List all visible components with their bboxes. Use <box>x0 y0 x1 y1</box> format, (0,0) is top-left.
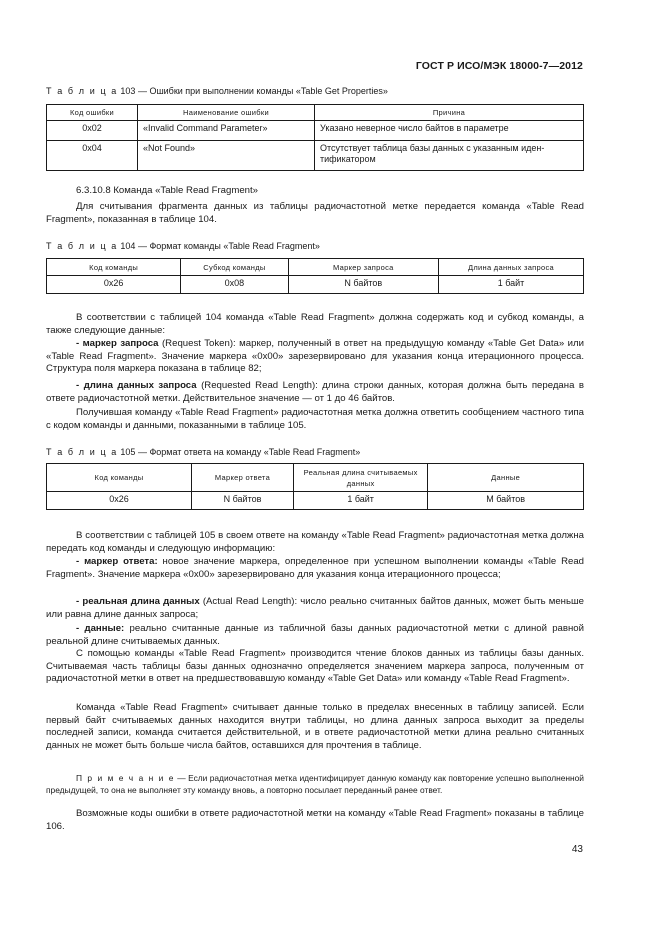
bullet-term: - маркер ответа: <box>76 556 158 567</box>
page-number: 43 <box>571 844 583 855</box>
column-header: Маркер запроса <box>288 259 438 276</box>
column-header: Код команды <box>47 259 181 276</box>
column-header: Причина <box>315 105 584 121</box>
bullet-response-token <box>46 556 584 581</box>
bullet-term: - данные: <box>76 623 125 634</box>
bullet-actual-length <box>46 596 584 621</box>
table-cell: 0x26 <box>47 276 181 294</box>
column-header: Субкод команды <box>181 259 288 276</box>
bullet-requested-length <box>46 380 584 405</box>
table-caption-text: 104 — Формат команды «Table Read Fragment» <box>120 241 320 251</box>
paragraph-read-fragment-bounds: Команда «Table Read Fragment» считывает данные только в пределах внесенных в таблицу записей. Если первый байт считываемых данных находится внутри таблицы, но длина данных запроса выходит за пределы последней записи, команда считается действительной, и в ответе радиочастотной метки длина реально считанных данных не может быть больше числа байтов, оставшихся для прочтения в таблице. <box>46 702 584 751</box>
column-header: Данные <box>428 464 584 492</box>
table-row <box>47 492 584 510</box>
column-header: Наименование ошибки <box>138 105 315 121</box>
table-cell: Отсутствует таблица базы данных с указанным иден-тификатором <box>315 141 584 171</box>
table-103-caption <box>46 86 388 96</box>
table-caption-text: 103 — Ошибки при выполнении команды «Table Get Properties» <box>120 86 388 96</box>
column-header: Маркер ответа <box>191 464 293 492</box>
bullet-text: реально считанные данные из табличной базы данных радиочастотной метки с длиной равной реальной длине считываемых данных. <box>46 623 584 647</box>
table-105 <box>46 463 584 510</box>
bullet-term: - реальная длина данных <box>76 596 200 607</box>
bullet-term: - длина данных запроса <box>76 380 197 391</box>
table-cell: «Not Found» <box>138 141 315 171</box>
paragraph-104-intro: В соответствии с таблицей 104 команда «Table Read Fragment» должна содержать код и субкод команды, а также следующие данные: <box>46 312 584 336</box>
bullet-term: - маркер запроса <box>76 338 159 349</box>
table-cell: N байтов <box>191 492 293 510</box>
paragraph-105-intro: В соответствии с таблицей 105 в своем ответе на команду «Table Read Fragment» радиочастотная метка должна передать код команды и следующую информацию: <box>46 530 584 554</box>
bullet-text: новое значение маркера, определенное при успешном выполнении команды «Table Read Fragment». Значение маркера «0x00» зарезервировано для указания конца итерационного процесса; <box>46 556 585 580</box>
table-105-caption <box>46 447 360 457</box>
column-header: Код команды <box>47 464 192 492</box>
document-code-header: ГОСТ Р ИСО/МЭК 18000-7—2012 <box>415 60 583 72</box>
section-intro: Для считывания фрагмента данных из таблицы радиочастотной метке передается команда «Table Read Fragment», показанная в таблице 104. <box>46 201 584 225</box>
table-cell: 1 байт <box>439 276 584 294</box>
table-caption-prefix: Т а б л и ц а <box>46 241 118 251</box>
table-caption-text: 105 — Формат ответа на команду «Table Read Fragment» <box>120 447 361 457</box>
column-header: Код ошибки <box>47 105 138 121</box>
table-row <box>47 141 584 171</box>
note-text: — Если радиочастотная метка идентифицирует данную команду как повторение успешно выполненной предыдущей, то она не выполняет эту команду вновь, а повторно посылает переданный ранее ответ. <box>46 773 584 795</box>
table-cell: 0x04 <box>47 141 138 171</box>
table-cell: Указано неверное число байтов в параметре <box>315 121 584 141</box>
table-cell: 0x08 <box>181 276 288 294</box>
table-cell: N байтов <box>288 276 438 294</box>
closing-paragraph: Возможные коды ошибки в ответе радиочастотной метки на команду «Table Read Fragment» показаны в таблице 106. <box>46 808 584 832</box>
column-header: Реальная длина считываемых данных <box>294 464 428 492</box>
table-103 <box>46 104 584 171</box>
table-row <box>47 276 584 294</box>
bullet-text: (Request Token): маркер, полученный в ответ на предыдущую команду «Table Get Data» или «Table Read Fragment». Значение маркера «0x00» зарезервировано для указания конца итерационного процесса. Структура поля маркера показана в таблице 82; <box>46 338 584 375</box>
note-prefix: П р и м е ч а н и е <box>76 773 175 783</box>
bullet-data <box>46 623 584 648</box>
table-cell: 0x26 <box>47 492 192 510</box>
note <box>46 773 584 796</box>
paragraph-read-fragment-usage: С помощью команды «Table Read Fragment» производится чтение блоков данных из таблицы базы данных. Считываемая часть таблицы базы данных однозначно определяется значением маркера запроса, полученным от радиочастотной метки в ответ на предшествовавшую команду «Table Get Data» или команду «Table Read Fragment». <box>46 648 584 685</box>
table-caption-prefix: Т а б л и ц а <box>46 447 118 457</box>
table-cell: M байтов <box>428 492 584 510</box>
table-104-caption <box>46 241 320 251</box>
table-104 <box>46 258 584 294</box>
table-row <box>47 121 584 141</box>
paragraph-104-response: Получившая команду «Table Read Fragment» радиочастотная метка должна ответить сообщением частного типа с кодом команды и данными, показанными в таблице 105. <box>46 407 584 431</box>
table-cell: 0x02 <box>47 121 138 141</box>
table-caption-prefix: Т а б л и ц а <box>46 86 118 96</box>
section-heading: 6.3.10.8 Команда «Table Read Fragment» <box>76 185 259 196</box>
table-cell: «Invalid Command Parameter» <box>138 121 315 141</box>
column-header: Длина данных запроса <box>439 259 584 276</box>
bullet-request-token <box>46 338 584 376</box>
bullet-text: (Actual Read Length): число реально считанных байтов данных, может быть меньше или равна длине данных запроса; <box>46 596 585 620</box>
table-cell: 1 байт <box>294 492 428 510</box>
bullet-text: (Requested Read Length): длина строки данных, которая должна быть передана в ответе радиочастотной метки. Действительное значение — от 1 до 46 байтов. <box>46 380 584 404</box>
